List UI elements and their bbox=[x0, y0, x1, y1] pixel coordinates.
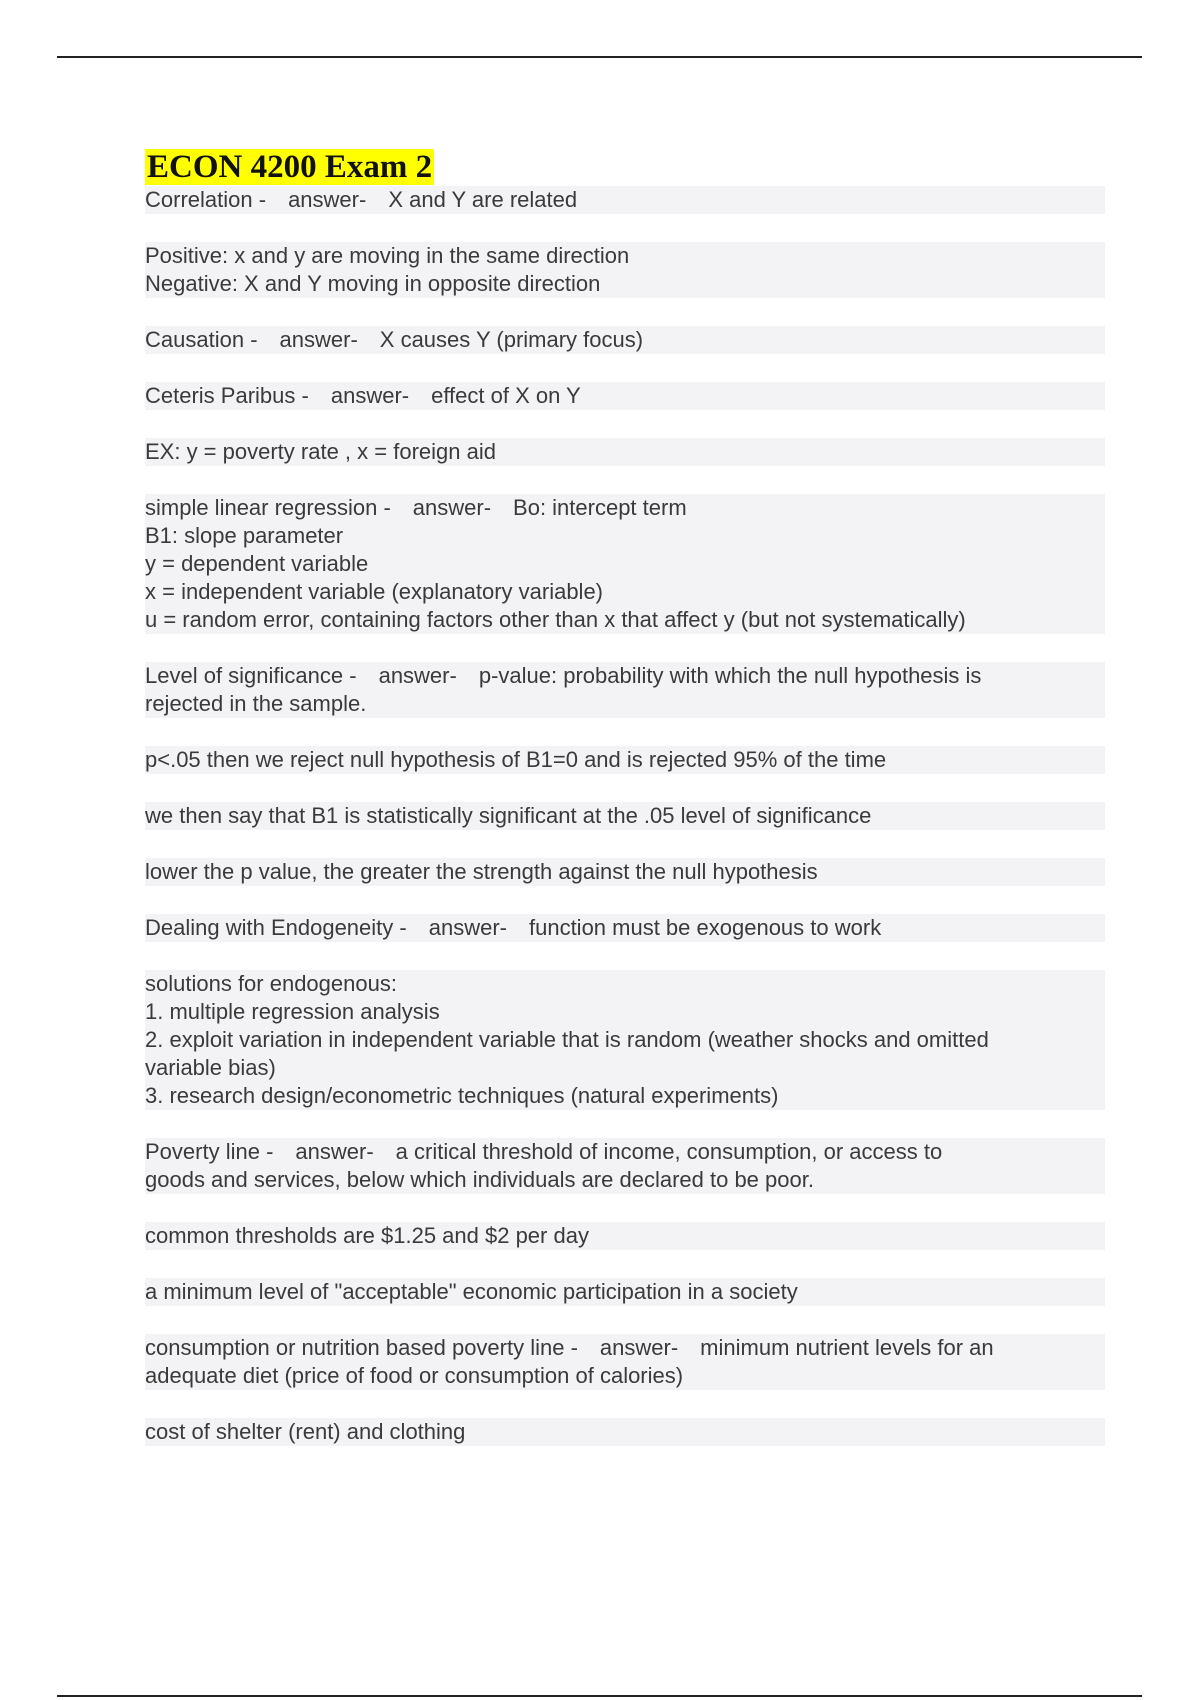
term-sep: - bbox=[301, 383, 309, 408]
text-line: B1: slope parameter bbox=[145, 522, 1105, 550]
term: simple linear regression bbox=[145, 495, 378, 520]
text-line: cost of shelter (rent) and clothing bbox=[145, 1418, 1105, 1446]
term-sep: - bbox=[258, 187, 267, 212]
qa-simple-linear-regression bbox=[145, 494, 1105, 634]
note-cost-shelter bbox=[145, 1418, 1105, 1446]
qa-endogeneity bbox=[145, 914, 1105, 942]
bottom-rule bbox=[57, 1695, 1142, 1697]
answer-label: answer- bbox=[412, 495, 492, 520]
definition: Bo: intercept term bbox=[513, 495, 687, 520]
term-sep: - bbox=[266, 1139, 274, 1164]
text-line: adequate diet (price of food or consumption of calories) bbox=[145, 1362, 1105, 1390]
text-line: Positive: x and y are moving in the same direction bbox=[145, 242, 1105, 270]
note-statistically-significant bbox=[145, 802, 1105, 830]
term: Correlation bbox=[145, 187, 253, 212]
top-rule bbox=[57, 56, 1142, 58]
note-example bbox=[145, 438, 1105, 466]
qa-poverty-line bbox=[145, 1138, 1105, 1194]
note-positive-negative bbox=[145, 242, 1105, 298]
text-line: y = dependent variable bbox=[145, 550, 1105, 578]
qa-level-of-significance bbox=[145, 662, 1105, 718]
text-line: Negative: X and Y moving in opposite direction bbox=[145, 270, 1105, 298]
text-line: u = random error, containing factors other than x that affect y (but not systematically) bbox=[145, 606, 1105, 634]
answer-label: answer- bbox=[279, 327, 358, 352]
term-sep: - bbox=[399, 915, 407, 940]
term-sep: - bbox=[349, 663, 357, 688]
definition: effect of X on Y bbox=[431, 383, 581, 408]
term-sep: - bbox=[250, 327, 258, 352]
note-common-thresholds bbox=[145, 1222, 1105, 1250]
answer-label: answer- bbox=[378, 663, 457, 688]
text-line: lower the p value, the greater the strength against the null hypothesis bbox=[145, 858, 1105, 886]
text-line: x = independent variable (explanatory variable) bbox=[145, 578, 1105, 606]
text-line: solutions for endogenous: bbox=[145, 970, 1105, 998]
answer-label: answer- bbox=[330, 383, 410, 408]
answer-label: answer- bbox=[288, 187, 367, 212]
text-line: rejected in the sample. bbox=[145, 690, 1105, 718]
term: Ceteris Paribus bbox=[145, 383, 296, 408]
qa-causation bbox=[145, 326, 1105, 354]
text-line: 1. multiple regression analysis bbox=[145, 998, 1105, 1026]
definition: X causes Y (primary focus) bbox=[379, 327, 644, 352]
term-sep: - bbox=[570, 1335, 578, 1360]
definition: X and Y are related bbox=[388, 187, 578, 212]
answer-label: answer- bbox=[428, 915, 507, 940]
note-lower-p-value bbox=[145, 858, 1105, 886]
text-line: variable bias) bbox=[145, 1054, 1105, 1082]
term-sep: - bbox=[383, 495, 391, 520]
term: Causation bbox=[145, 327, 245, 352]
answer-label: answer- bbox=[599, 1335, 679, 1360]
note-p-value-rule bbox=[145, 746, 1105, 774]
text-line: p<.05 then we reject null hypothesis of B1=0 and is rejected 95% of the time bbox=[145, 746, 1105, 774]
text-line: EX: y = poverty rate , x = foreign aid bbox=[145, 438, 1105, 466]
qa-ceteris-paribus bbox=[145, 382, 1105, 410]
term: Dealing with Endogeneity bbox=[145, 915, 394, 940]
note-minimum-level bbox=[145, 1278, 1105, 1306]
term: consumption or nutrition based poverty line bbox=[145, 1335, 565, 1360]
text-line: goods and services, below which individuals are declared to be poor. bbox=[145, 1166, 1105, 1194]
text-line: 3. research design/econometric techniques (natural experiments) bbox=[145, 1082, 1105, 1110]
term: Poverty line bbox=[145, 1139, 260, 1164]
qa-nutrition-poverty-line bbox=[145, 1334, 1105, 1390]
definition: minimum nutrient levels for an bbox=[700, 1335, 994, 1360]
document-body bbox=[145, 148, 1105, 1474]
text-line: 2. exploit variation in independent variable that is random (weather shocks and omitted bbox=[145, 1026, 1105, 1054]
note-solutions-endogenous bbox=[145, 970, 1105, 1110]
definition: p-value: probability with which the null hypothesis is bbox=[478, 663, 982, 688]
answer-label: answer- bbox=[295, 1139, 374, 1164]
term: Level of significance bbox=[145, 663, 344, 688]
text-line: a minimum level of "acceptable" economic participation in a society bbox=[145, 1278, 1105, 1306]
definition: function must be exogenous to work bbox=[528, 915, 882, 940]
document-title: ECON 4200 Exam 2 bbox=[147, 149, 433, 185]
qa-correlation bbox=[145, 186, 1105, 214]
text-line: common thresholds are $1.25 and $2 per day bbox=[145, 1222, 1105, 1250]
text-line: we then say that B1 is statistically significant at the .05 level of significance bbox=[145, 802, 1105, 830]
definition: a critical threshold of income, consumption, or access to bbox=[395, 1139, 943, 1164]
